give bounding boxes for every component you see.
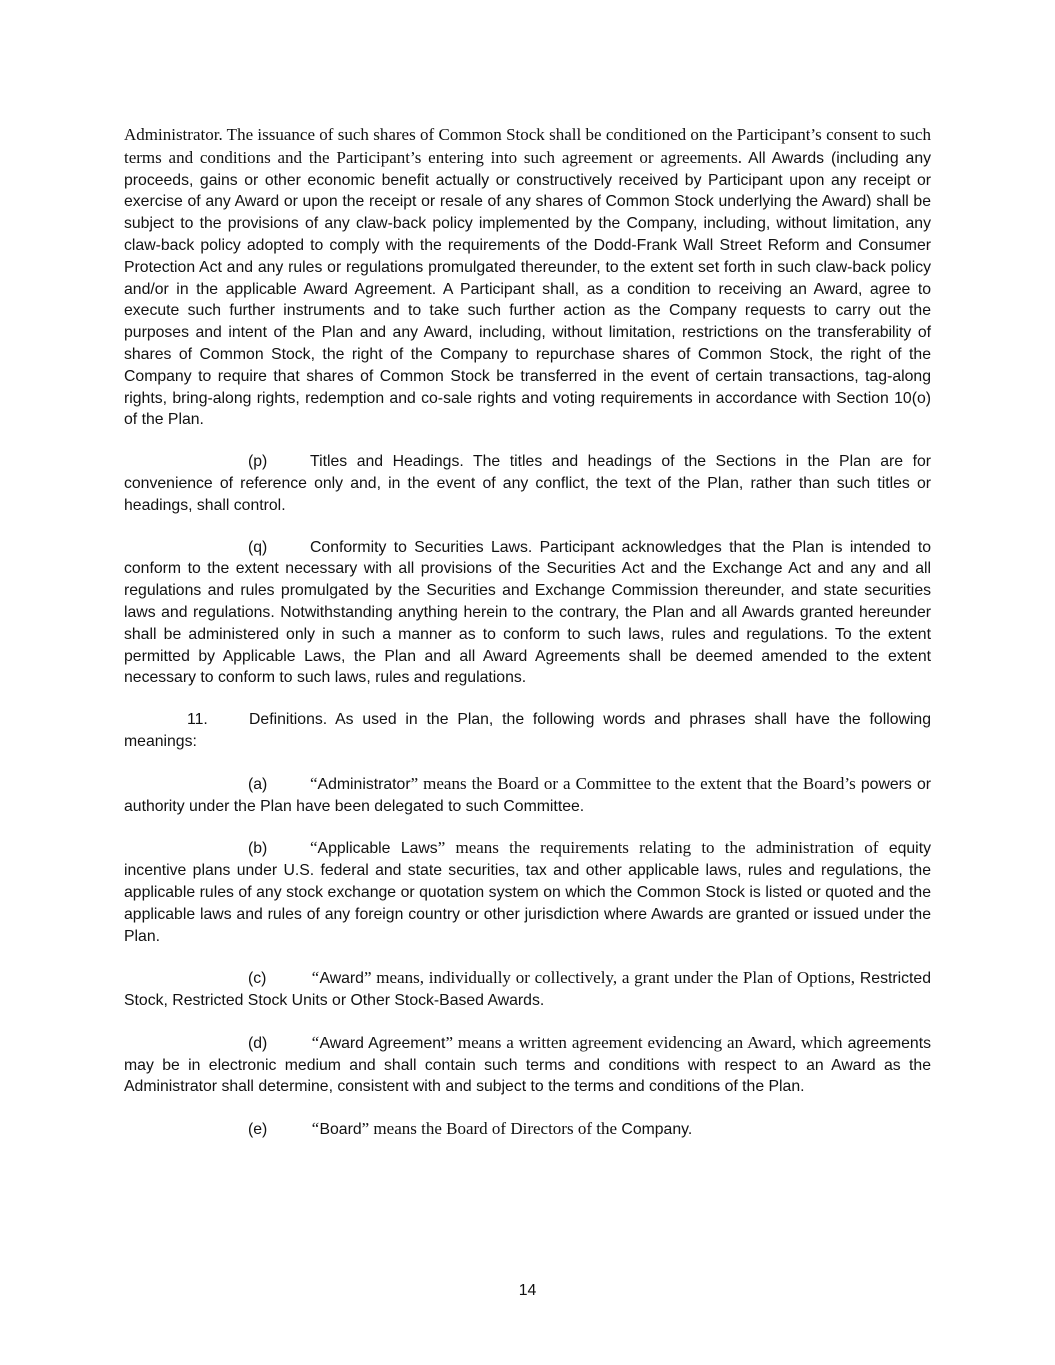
definition-term: Award <box>319 970 364 988</box>
definition-text: powers or authority under the Plan have been delegated to such Committee. <box>124 775 932 815</box>
section-11-text: Definitions. As used in the Plan, the following words and phrases shall have the following meanings: <box>124 711 931 750</box>
definition-serif-text: ” means a written agreement evidencing an Award, which <box>445 1032 843 1052</box>
definition-serif-text: ” means the requirements relating to the administration of <box>437 838 879 858</box>
definition-term: Applicable Laws <box>317 840 438 858</box>
definition-term: Administrator <box>317 775 411 793</box>
definition-open-quote: “ <box>310 1032 320 1052</box>
section-q-paragraph <box>124 537 931 690</box>
definition-award-agreement <box>124 1032 931 1098</box>
continuation-serif-text: Administrator. The issuance of such shares of Common Stock shall be conditioned on the Participant’s consent to such terms and conditions and the Participant’s entering into such agreement or agreements. <box>124 125 931 167</box>
section-q-marker: (q) <box>248 538 268 556</box>
definition-administrator <box>124 773 931 818</box>
definition-text: agreements may be in electronic medium and shall contain such terms and conditions with respect to an Award as the Administrator shall determine, consistent with and subject to the terms and conditions of the Plan. <box>124 1034 932 1096</box>
section-p-text: Titles and Headings. The titles and headings of the Sections in the Plan are for convenience of reference only and, in the event of any conflict, the text of the Plan, rather than such titles or headings, shall control. <box>124 453 931 514</box>
definition-applicable-laws <box>124 837 931 947</box>
definition-term: Award Agreement <box>319 1034 446 1052</box>
section-11-marker: 11. <box>187 711 208 729</box>
continuation-paragraph <box>124 124 931 431</box>
section-p-marker: (p) <box>248 453 268 471</box>
definition-text: equity incentive plans under U.S. federal and state securities, tax and other applicable laws, rules and regulations, the applicable rules of any stock exchange or quotation system on which the Common Stock is listed or quoted and the applicable laws and rules of any foreign country or other jurisdiction where Awards are granted or issued under the Plan. <box>124 840 931 945</box>
definition-award <box>124 967 931 1012</box>
continuation-body-text: All Awards (including any proceeds, gains or other economic benefit actually or constructively received by Participant upon any receipt or exercise of any Award or upon the receipt or resale of any shares of Common Stock underlying the Award) shall be subject to the provisions of any claw-back policy implemented by the Company, including, without limitation, any claw-back policy adopted to comply with the requirements of the Dodd-Frank Wall Street Reform and Consumer Protection Act and any rules or regulations promulgated thereunder, to the extent set forth in such claw-back policy and/or in the applicable Award Agreement. A Participant shall, as a condition to receiving an Award, agree to execute such further instruments and to take such further action as the Company requests to carry out the purposes and intent of the Plan and any Award, including, without limitation, restrictions on the transferability of shares of Common Stock, the right of the Company to repurchase shares of Common Stock, the right of the Company to require that shares of Common Stock be transferred in the event of certain transactions, tag-along rights, bring-along rights, redemption and co-sale rights and voting requirements in accordance with Section 10(o) of the Plan. <box>124 149 932 429</box>
definition-serif-text: ” means the Board of Directors of the <box>361 1119 618 1139</box>
definition-serif-text: ” means the Board or a Committee to the extent that the Board’s <box>410 773 856 793</box>
section-p-paragraph <box>124 451 931 516</box>
definition-marker: (c) <box>248 970 267 988</box>
definition-marker: (d) <box>248 1034 268 1052</box>
definition-text: Company. <box>617 1121 693 1139</box>
page-number: 14 <box>518 1282 537 1299</box>
definition-serif-text: ” means, individually or collectively, a grant under the Plan of Options, <box>363 968 855 988</box>
definition-open-quote: “ <box>310 773 318 793</box>
definition-open-quote: “ <box>310 1119 320 1139</box>
section-11-paragraph <box>124 709 931 753</box>
definition-open-quote: “ <box>310 968 320 988</box>
definition-text: Restricted Stock, Restricted Stock Units or Other Stock-Based Awards. <box>124 970 931 1010</box>
definition-open-quote: “ <box>310 838 318 858</box>
definition-marker: (e) <box>248 1121 268 1139</box>
definition-marker: (a) <box>248 775 268 793</box>
document-page <box>124 124 931 1161</box>
definition-board <box>124 1118 931 1141</box>
definition-term: Board <box>319 1121 362 1139</box>
section-q-text: Conformity to Securities Laws. Participant acknowledges that the Plan is intended to conform to the extent necessary with all provisions of the Securities Act and the Exchange Act and any and all regulations and rules promulgated by the Securities and Exchange Commission thereunder, and state securities laws and regulations. Notwithstanding anything herein to the contrary, the Plan and all Awards granted hereunder shall be administered only in such a manner as to conform to such laws, rules and regulations. To the extent permitted by Applicable Laws, the Plan and all Award Agreements shall be deemed amended to the extent necessary to conform to such laws, rules and regulations. <box>124 538 931 687</box>
definition-marker: (b) <box>248 840 268 858</box>
